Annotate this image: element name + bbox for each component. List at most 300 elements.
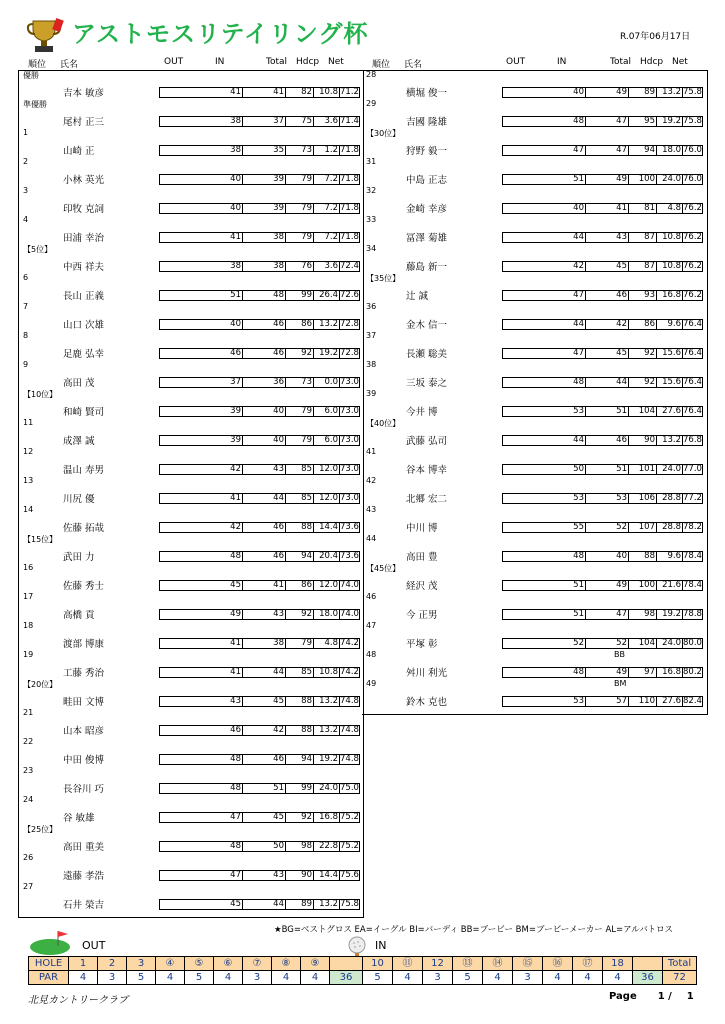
header-hdcp: Hdcp: [640, 57, 664, 67]
score-net: 76.2: [683, 290, 702, 300]
score-out: 50: [503, 465, 586, 474]
score-hdcp: 19.2: [657, 117, 683, 126]
player-name: 中島 正志: [406, 175, 448, 186]
score-net: 72.6: [340, 290, 359, 300]
hole-number: ⑯: [542, 956, 573, 971]
rank-label: 準優勝: [23, 100, 47, 109]
award-note: BM: [614, 679, 627, 688]
score-hdcp: 14.4: [314, 871, 340, 880]
player-name: 冨澤 菊雄: [406, 233, 448, 244]
score-hdcp: 3.6: [314, 262, 340, 271]
score-hdcp: 13.2: [314, 900, 340, 909]
score-out: 40: [503, 88, 586, 97]
score-total: 92: [286, 610, 314, 619]
score-total: 94: [286, 755, 314, 764]
score-in: 51: [586, 465, 629, 474]
hole-label: HOLE: [28, 956, 69, 971]
score-total: 89: [286, 900, 314, 909]
score-in: 36: [243, 378, 286, 387]
score-out: 46: [160, 349, 243, 358]
result-row: [19, 592, 363, 621]
hole-number: ⑥: [213, 956, 243, 971]
header-net: Net: [672, 57, 688, 67]
rank-label: 31: [366, 157, 377, 166]
rank-label: 6: [23, 273, 29, 282]
score-box: [502, 522, 703, 533]
score-total: 89: [629, 88, 657, 97]
score-out: 48: [503, 552, 586, 561]
score-hdcp: 13.2: [657, 88, 683, 97]
score-in: 44: [243, 900, 286, 909]
score-net: 75.6: [340, 870, 359, 880]
player-name: 田浦 幸治: [63, 233, 105, 244]
hole-number: ⑮: [512, 956, 543, 971]
header-total: Total: [610, 57, 632, 67]
rank-label: 32: [366, 186, 377, 195]
score-in: 40: [243, 436, 286, 445]
score-total: 99: [286, 784, 314, 793]
player-name: 谷本 博幸: [406, 465, 448, 476]
hole-number: ④: [155, 956, 185, 971]
score-out: 49: [160, 610, 243, 619]
score-net: 72.4: [340, 261, 359, 271]
score-out: 47: [503, 291, 586, 300]
score-net: 75.8: [683, 116, 702, 126]
score-hdcp: 12.0: [314, 465, 340, 474]
rank-label: 【5位】: [23, 245, 53, 254]
score-total: 79: [286, 407, 314, 416]
result-row: [362, 70, 707, 99]
score-hdcp: 19.2: [314, 755, 340, 764]
score-hdcp: 4.8: [657, 204, 683, 213]
result-row: [19, 302, 363, 331]
score-in: 42: [586, 320, 629, 329]
score-box: [159, 580, 360, 591]
score-hdcp: 13.2: [314, 697, 340, 706]
rank-label: 11: [23, 418, 34, 427]
score-in: 40: [243, 407, 286, 416]
score-hdcp: 15.6: [657, 349, 683, 358]
score-net: 71.8: [340, 232, 359, 242]
score-out: 51: [503, 581, 586, 590]
player-name: 中西 祥夫: [63, 262, 105, 273]
score-out: 40: [160, 175, 243, 184]
score-in: 39: [243, 204, 286, 213]
score-out: 40: [160, 320, 243, 329]
score-net: 76.8: [683, 435, 702, 445]
result-row: [19, 331, 363, 360]
rank-label: 22: [23, 737, 34, 746]
par-value: 72: [662, 970, 697, 985]
score-out: 41: [160, 88, 243, 97]
score-in: 42: [243, 726, 286, 735]
score-total: 79: [286, 175, 314, 184]
score-out: 42: [160, 465, 243, 474]
score-in: 46: [243, 320, 286, 329]
score-out: 48: [160, 842, 243, 851]
result-row: [19, 737, 363, 766]
score-out: 47: [503, 146, 586, 155]
score-hdcp: 0.0: [314, 378, 340, 387]
par-value: 4: [572, 970, 603, 985]
hole-number: [632, 956, 663, 971]
award-note: BB: [614, 650, 625, 659]
score-total: 92: [629, 378, 657, 387]
rank-label: 46: [366, 592, 377, 601]
score-out: 40: [503, 204, 586, 213]
rank-label: 41: [366, 447, 377, 456]
hole-number: 2: [97, 956, 127, 971]
score-total: 86: [286, 581, 314, 590]
result-row: [362, 621, 707, 650]
rank-label: 2: [23, 157, 29, 166]
score-in: 49: [586, 88, 629, 97]
result-row: [19, 70, 363, 99]
result-row: [19, 128, 363, 157]
player-name: 足鹿 弘幸: [63, 349, 105, 360]
score-in: 49: [586, 668, 629, 677]
score-box: [502, 435, 703, 446]
score-hdcp: 6.0: [314, 436, 340, 445]
player-name: 武田 力: [63, 552, 95, 563]
rank-label: 33: [366, 215, 377, 224]
result-row: [19, 99, 363, 128]
par-value: 4: [482, 970, 513, 985]
score-box: [502, 174, 703, 185]
score-box: [502, 145, 703, 156]
score-total: 88: [629, 552, 657, 561]
par-value: 5: [184, 970, 214, 985]
player-name: 佐藤 秀士: [63, 581, 105, 592]
score-hdcp: 16.8: [657, 668, 683, 677]
score-total: 79: [286, 204, 314, 213]
result-row: [19, 708, 363, 737]
score-total: 98: [286, 842, 314, 851]
par-table: [28, 956, 707, 986]
score-total: 90: [629, 436, 657, 445]
par-value: 5: [126, 970, 156, 985]
hole-number: ⑤: [184, 956, 214, 971]
score-in: 50: [243, 842, 286, 851]
score-out: 41: [160, 494, 243, 503]
score-hdcp: 26.4: [314, 291, 340, 300]
score-box: [159, 812, 360, 823]
rank-label: 16: [23, 563, 34, 572]
score-total: 76: [286, 262, 314, 271]
player-name: 三坂 泰之: [406, 378, 448, 389]
score-out: 51: [503, 610, 586, 619]
player-name: 工藤 秀治: [63, 668, 105, 679]
rank-label: 13: [23, 476, 34, 485]
player-name: 今 正男: [406, 610, 438, 621]
result-row: [362, 418, 707, 447]
result-row: [362, 505, 707, 534]
result-row: [362, 244, 707, 273]
score-in: 46: [243, 755, 286, 764]
score-out: 44: [503, 436, 586, 445]
rank-label: 18: [23, 621, 34, 630]
score-hdcp: 20.4: [314, 552, 340, 561]
score-in: 44: [243, 668, 286, 677]
result-row: [19, 186, 363, 215]
rank-label: 【10位】: [23, 390, 58, 399]
header-in: IN: [557, 57, 567, 67]
result-row: [362, 99, 707, 128]
rank-label: 17: [23, 592, 34, 601]
result-row: [362, 476, 707, 505]
score-in: 45: [586, 262, 629, 271]
player-name: 経沢 茂: [406, 581, 438, 592]
player-name: 高田 茂: [63, 378, 95, 389]
score-out: 48: [160, 784, 243, 793]
score-out: 47: [160, 871, 243, 880]
player-name: 温山 寿男: [63, 465, 105, 476]
score-box: [159, 841, 360, 852]
score-net: 76.2: [683, 232, 702, 242]
score-net: 71.8: [340, 145, 359, 155]
score-hdcp: 6.0: [314, 407, 340, 416]
score-hdcp: 10.8: [314, 668, 340, 677]
score-total: 106: [629, 494, 657, 503]
score-hdcp: 24.0: [657, 639, 683, 648]
score-hdcp: 10.8: [314, 88, 340, 97]
score-out: 48: [160, 552, 243, 561]
player-name: 印牧 克詞: [63, 204, 105, 215]
score-hdcp: 19.2: [657, 610, 683, 619]
score-in: 44: [243, 494, 286, 503]
score-box: [159, 464, 360, 475]
score-in: 38: [243, 262, 286, 271]
score-net: 72.8: [340, 319, 359, 329]
score-in: 45: [243, 697, 286, 706]
result-row: [19, 824, 363, 853]
player-name: 高田 重美: [63, 842, 105, 853]
score-hdcp: 18.0: [657, 146, 683, 155]
score-total: 73: [286, 378, 314, 387]
score-in: 47: [586, 610, 629, 619]
score-net: 73.6: [340, 522, 359, 532]
header-total: Total: [266, 57, 288, 67]
date: R.07年06月17日: [620, 32, 691, 42]
hole-number: 18: [602, 956, 633, 971]
score-net: 71.4: [340, 116, 359, 126]
score-out: 42: [160, 523, 243, 532]
score-hdcp: 7.2: [314, 233, 340, 242]
score-in: 46: [243, 552, 286, 561]
score-total: 79: [286, 233, 314, 242]
score-hdcp: 27.6: [657, 697, 683, 706]
score-out: 41: [160, 668, 243, 677]
score-hdcp: 28.8: [657, 494, 683, 503]
score-hdcp: 13.2: [314, 320, 340, 329]
score-box: [159, 522, 360, 533]
score-in: 49: [586, 175, 629, 184]
score-box: [502, 696, 703, 707]
hole-number: ⑭: [482, 956, 513, 971]
player-name: 北郷 宏二: [406, 494, 448, 505]
player-name: 川尻 優: [63, 494, 95, 505]
page-number: 1 /: [657, 991, 672, 1002]
score-total: 93: [629, 291, 657, 300]
score-total: 81: [629, 204, 657, 213]
rank-label: 【30位】: [366, 129, 401, 138]
score-total: 82: [286, 88, 314, 97]
rank-label: 24: [23, 795, 34, 804]
score-hdcp: 12.0: [314, 494, 340, 503]
result-row: [362, 186, 707, 215]
score-out: 43: [160, 697, 243, 706]
score-total: 85: [286, 465, 314, 474]
score-total: 95: [629, 117, 657, 126]
score-hdcp: 10.8: [657, 262, 683, 271]
rank-label: 44: [366, 534, 377, 543]
score-out: 48: [503, 668, 586, 677]
legend: ★BG=ベストグロス EA=イーグル BI=バーディ BB=ブービー BM=ブービーメーカー AL=アルバトロス: [274, 925, 674, 935]
score-out: 47: [503, 349, 586, 358]
result-row: [362, 447, 707, 476]
par-value: 3: [512, 970, 543, 985]
result-row: [19, 273, 363, 302]
player-name: 長山 正義: [63, 291, 105, 302]
score-box: [159, 319, 360, 330]
results-column-left: [18, 70, 364, 918]
rank-label: 23: [23, 766, 34, 775]
score-in: 40: [586, 552, 629, 561]
rank-label: 29: [366, 99, 377, 108]
rank-label: 12: [23, 447, 34, 456]
player-name: 石井 榮吉: [63, 900, 105, 911]
score-out: 42: [503, 262, 586, 271]
player-name: 辻 誠: [406, 291, 429, 302]
score-total: 85: [286, 668, 314, 677]
score-net: 73.0: [340, 377, 359, 387]
score-total: 99: [286, 291, 314, 300]
score-box: [502, 406, 703, 417]
score-net: 76.4: [683, 377, 702, 387]
hole-number: 3: [126, 956, 156, 971]
score-total: 92: [286, 349, 314, 358]
score-in: 38: [243, 233, 286, 242]
score-in: 46: [243, 523, 286, 532]
out-label: OUT: [82, 939, 106, 952]
rank-label: 42: [366, 476, 377, 485]
score-in: 48: [243, 291, 286, 300]
in-label: IN: [375, 939, 387, 952]
par-value: 4: [213, 970, 243, 985]
score-box: [502, 377, 703, 388]
result-row: [19, 389, 363, 418]
player-name: 武藤 弘司: [406, 436, 448, 447]
score-box: [159, 551, 360, 562]
par-value: 4: [68, 970, 98, 985]
header-rank: 順位: [28, 60, 47, 70]
score-net: 73.0: [340, 406, 359, 416]
rank-label: 14: [23, 505, 34, 514]
score-hdcp: 9.6: [657, 552, 683, 561]
score-out: 53: [503, 494, 586, 503]
score-hdcp: 7.2: [314, 204, 340, 213]
score-hdcp: 4.8: [314, 639, 340, 648]
score-in: 46: [586, 291, 629, 300]
hole-number: ⑪: [392, 956, 423, 971]
par-value: 4: [300, 970, 330, 985]
score-hdcp: 24.0: [657, 175, 683, 184]
score-box: [502, 232, 703, 243]
score-out: 52: [503, 639, 586, 648]
results-column-right: [362, 70, 708, 715]
score-out: 48: [160, 755, 243, 764]
rank-label: 優勝: [23, 71, 39, 80]
score-out: 45: [160, 581, 243, 590]
par-value: 4: [155, 970, 185, 985]
score-net: 76.4: [683, 406, 702, 416]
header-rank: 順位: [372, 60, 391, 70]
player-name: 尾村 正三: [63, 117, 105, 128]
rank-label: 47: [366, 621, 377, 630]
score-net: 73.0: [340, 435, 359, 445]
player-name: 吉國 隆雄: [406, 117, 448, 128]
score-total: 107: [629, 523, 657, 532]
score-out: 41: [160, 639, 243, 648]
score-box: [159, 493, 360, 504]
score-net: 71.8: [340, 174, 359, 184]
hole-number: 1: [68, 956, 98, 971]
header-in: IN: [215, 57, 225, 67]
score-total: 88: [286, 726, 314, 735]
score-hdcp: 16.8: [314, 813, 340, 822]
score-total: 86: [629, 320, 657, 329]
score-box: [502, 551, 703, 562]
player-name: 佐藤 拓哉: [63, 523, 105, 534]
rank-label: 【25位】: [23, 825, 58, 834]
score-in: 43: [586, 233, 629, 242]
score-box: [159, 609, 360, 620]
result-row: [19, 244, 363, 273]
score-hdcp: 27.6: [657, 407, 683, 416]
rank-label: 【35位】: [366, 274, 401, 283]
result-row: [19, 679, 363, 708]
score-net: 74.2: [340, 667, 359, 677]
result-row: [362, 157, 707, 186]
score-total: 98: [629, 610, 657, 619]
score-net: 73.6: [340, 551, 359, 561]
result-row: [19, 215, 363, 244]
score-total: 104: [629, 407, 657, 416]
player-name: 山本 昭彦: [63, 726, 105, 737]
rank-label: 48: [366, 650, 377, 659]
player-name: 畦田 文博: [63, 697, 105, 708]
score-net: 78.4: [683, 580, 702, 590]
score-out: 44: [503, 233, 586, 242]
score-box: [159, 638, 360, 649]
hole-number: ⑬: [452, 956, 483, 971]
score-total: 97: [629, 668, 657, 677]
score-net: 76.0: [683, 145, 702, 155]
score-total: 88: [286, 523, 314, 532]
rank-label: 【20位】: [23, 680, 58, 689]
par-value: 5: [452, 970, 483, 985]
score-net: 76.4: [683, 348, 702, 358]
hole-number: ⑧: [271, 956, 301, 971]
score-in: 52: [586, 523, 629, 532]
rank-label: 1: [23, 128, 29, 137]
score-out: 53: [503, 407, 586, 416]
score-hdcp: 7.2: [314, 175, 340, 184]
player-name: 藤島 新一: [406, 262, 448, 273]
score-total: 94: [286, 552, 314, 561]
golf-green-icon: [28, 930, 76, 956]
score-net: 80.2: [683, 667, 702, 677]
